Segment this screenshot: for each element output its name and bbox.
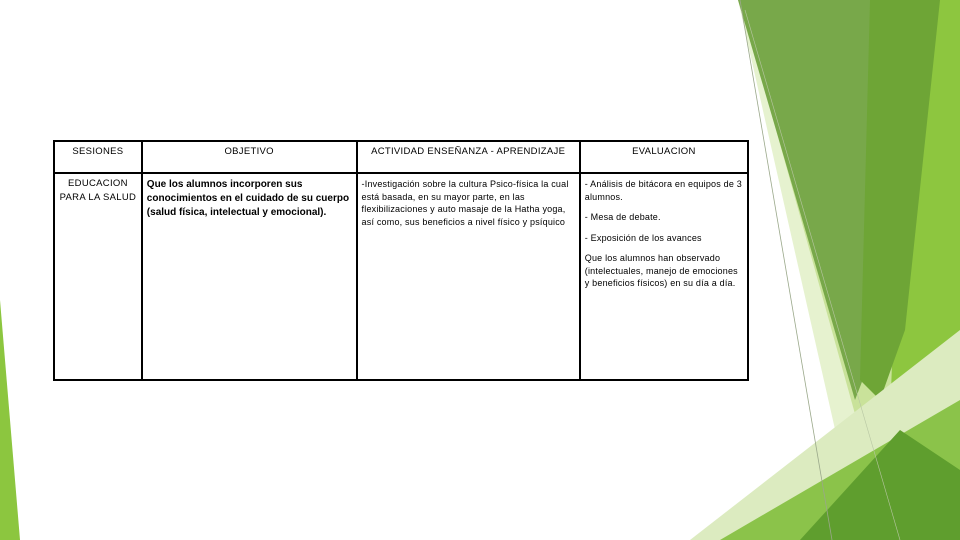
left-green-strip: [0, 300, 20, 540]
table-header-row: [54, 141, 748, 173]
evaluation-note: Que los alumnos han observado (intelectuales, manejo de emociones y beneficios físicos) en su día a día.: [584, 253, 738, 288]
cell-session: EDUCACION PARA LA SALUD: [54, 173, 142, 380]
table-row: [54, 173, 748, 380]
header-activity: ACTIVIDAD ENSEÑANZA - APRENDIZAJE: [357, 141, 580, 173]
evaluation-item: - Análisis de bitácora en equipos de 3 alumnos.: [584, 179, 742, 202]
header-sessions: SESIONES: [54, 141, 142, 173]
cell-activity: -Investigación sobre la cultura Psico-física la cual está basada, en su mayor parte, en las flexibilizaciones y auto masaje de la Hatha yoga, así como, sus beneficios a nivel físico y psíquico: [357, 173, 580, 380]
evaluation-item: - Mesa de debate.: [584, 212, 661, 222]
lesson-plan-table: [53, 140, 749, 381]
header-objective: OBJETIVO: [142, 141, 357, 173]
cell-evaluation: [580, 173, 748, 380]
evaluation-item: - Exposición de los avances: [584, 232, 702, 243]
cell-objective: Que los alumnos incorporen sus conocimientos en el cuidado de su cuerpo (salud física, intelectual y emocional).: [142, 173, 357, 380]
header-evaluation: EVALUACION: [580, 141, 748, 173]
